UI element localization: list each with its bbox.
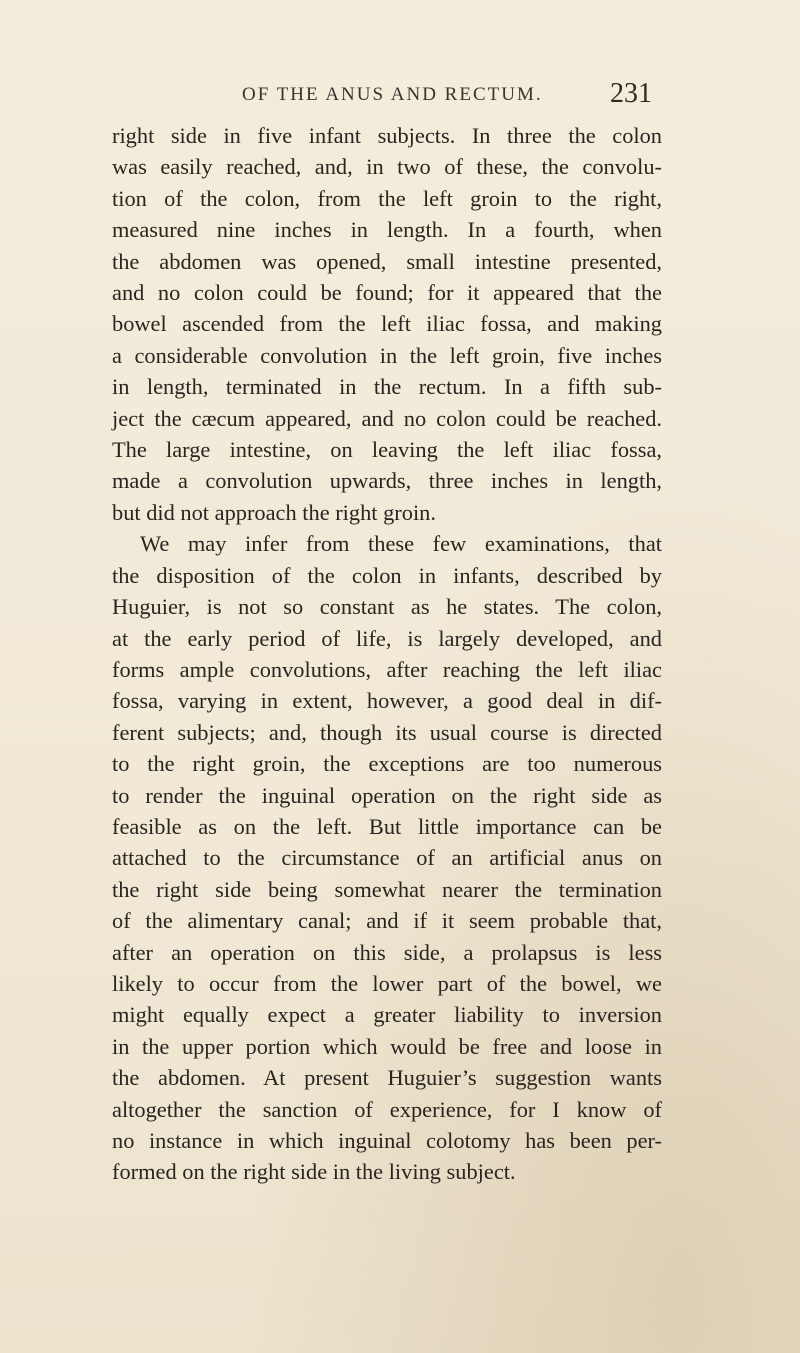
text-line: bowel ascended from the left iliac fossa, and making <box>112 311 662 337</box>
text-line: Huguier, is not so constant as he states. The colon, <box>112 594 662 620</box>
text-line: a considerable convolution in the left groin, five inches <box>112 342 662 368</box>
paragraph <box>112 528 662 1188</box>
text-line: ject the cæcum appeared, and no colon could be reached. <box>112 405 662 431</box>
text-line: measured nine inches in length. In a fourth, when <box>112 217 662 243</box>
text-line: ferent subjects; and, though its usual course is directed <box>112 719 662 745</box>
text-line: but did not approach the right groin. <box>112 499 436 525</box>
text-line: attached to the circumstance of an artificial anus on <box>112 845 662 871</box>
text-line: made a convolution upwards, three inches in length, <box>112 468 662 494</box>
text-line: The large intestine, on leaving the left iliac fossa, <box>112 437 662 463</box>
text-line: forms ample convolutions, after reaching the left iliac <box>112 656 662 682</box>
text-line: in the upper portion which would be free and loose in <box>112 1033 662 1059</box>
text-line: the abdomen. At present Huguier’s suggestion wants <box>112 1065 662 1091</box>
text-line: and no colon could be found; for it appeared that the <box>112 280 662 306</box>
text-line: right side in five infant subjects. In three the colon <box>112 123 662 148</box>
text-line: We may infer from these few examinations, that <box>140 531 662 557</box>
text-line: in length, terminated in the rectum. In a fifth sub- <box>112 374 662 400</box>
text-line: after an operation on this side, a prolapsus is less <box>112 939 662 965</box>
text-line: at the early period of life, is largely developed, and <box>112 625 662 651</box>
text-line: no instance in which inguinal colotomy has been per- <box>112 1128 662 1153</box>
page-number: 231 <box>610 78 652 109</box>
body-text <box>112 120 662 1188</box>
paragraph <box>112 120 662 528</box>
text-line: of the alimentary canal; and if it seem probable that, <box>112 908 662 934</box>
text-line: feasible as on the left. But little importance can be <box>112 813 662 839</box>
text-line: altogether the sanction of experience, for I know of <box>112 1096 662 1122</box>
text-line: the abdomen was opened, small intestine presented, <box>112 248 662 274</box>
page-header <box>0 78 800 118</box>
text-line: tion of the colon, from the left groin to the right, <box>112 185 662 211</box>
text-line: the right side being somewhat nearer the termination <box>112 876 662 902</box>
text-line: formed on the right side in the living subject. <box>112 1159 516 1185</box>
text-line: likely to occur from the lower part of the bowel, we <box>112 970 662 996</box>
text-line: to the right groin, the exceptions are too numerous <box>112 751 662 777</box>
running-head: OF THE ANUS AND RECTUM. <box>242 84 543 105</box>
text-line: the disposition of the colon in infants, described by <box>112 562 662 588</box>
text-line: fossa, varying in extent, however, a good deal in dif- <box>112 688 662 714</box>
text-line: to render the inguinal operation on the right side as <box>112 782 662 808</box>
text-line: might equally expect a greater liability to inversion <box>112 1002 662 1028</box>
text-line: was easily reached, and, in two of these, the convolu- <box>112 154 662 180</box>
